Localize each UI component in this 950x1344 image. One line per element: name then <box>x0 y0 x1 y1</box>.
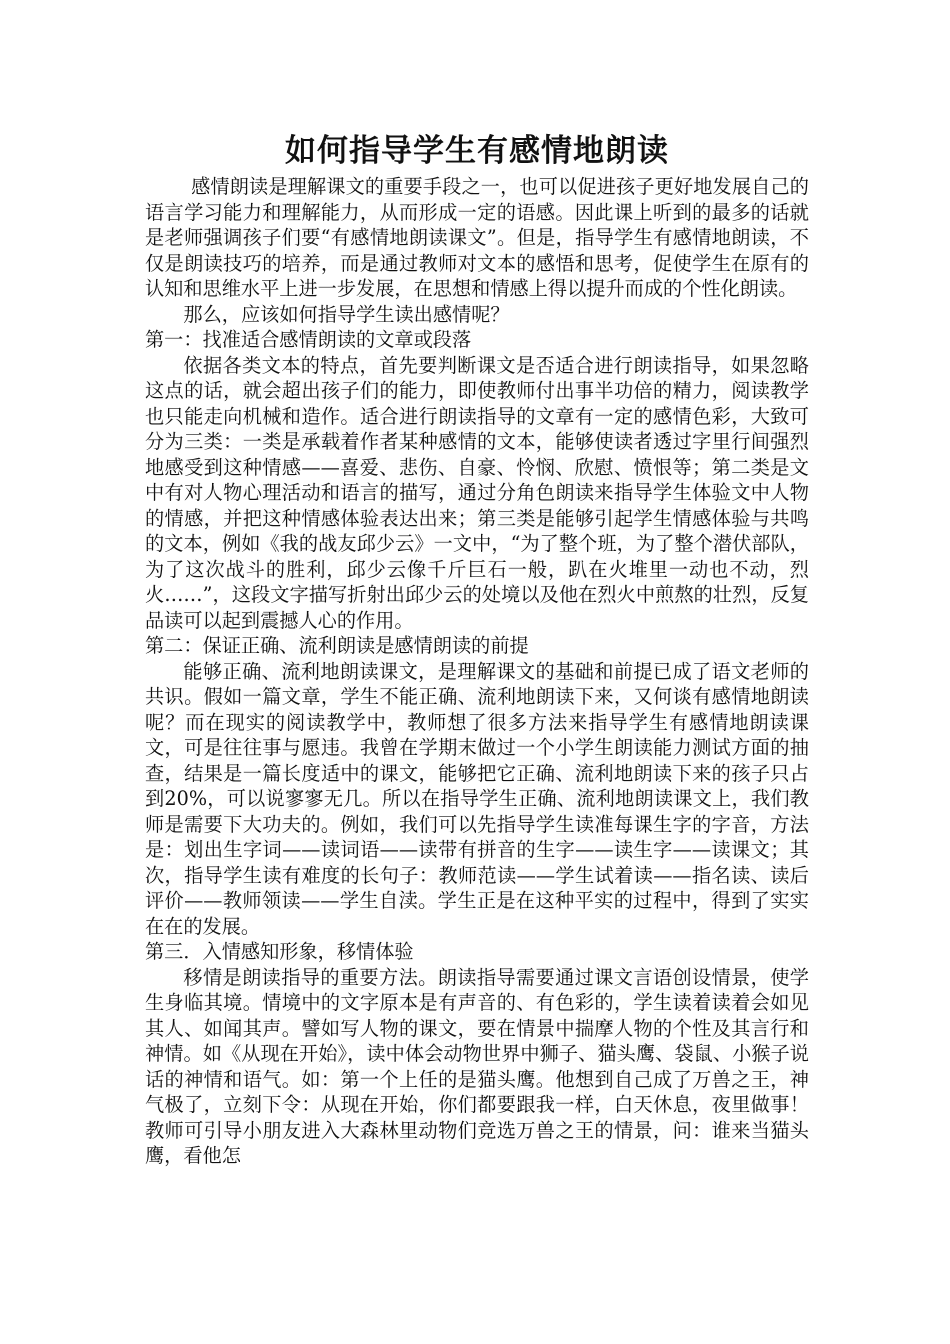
body-paragraph: 感情朗读是理解课文的重要手段之一，也可以促进孩子更好地发展自己的语言学习能力和理解能力，从而形成一定的语感。因此课上听到的最多的话就是老师强调孩子们要“有感情地朗读课文”。但是，指导学生有感情地朗读，不仅是朗读技巧的培养，而是通过教师对文本的感悟和思考，促使学生在原有的认知和思维水平上进一步发展，在思想和情感上得以提升而成的个性化朗读。 <box>145 175 809 300</box>
body-paragraph: 能够正确、流利地朗读课文，是理解课文的基础和前提已成了语文老师的共识。假如一篇文章，学生不能正确、流利地朗读下来，又何谈有感情地朗读呢？而在现实的阅读教学中，教师想了很多方法来指导学生有感情地朗读课文，可是往往事与愿违。我曾在学期末做过一个小学生朗读能力测试方面的抽查，结果是一篇长度适中的课文，能够把它正确、流利地朗读下来的孩子只占到20%，可以说寥寥无几。所以在指导学生正确、流利地朗读课文上，我们教师是需要下大功夫的。例如，我们可以先指导学生读准每课生字的字音，方法是：划出生字词——读词语——读带有拼音的生字——读生字——读课文；其次，指导学生读有难度的长句子：教师范读——学生试着读——指名读、读后评价——教师领读——学生自渎。学生正是在这种平实的过程中，得到了实实在在的发展。 <box>145 659 809 938</box>
body-paragraph: 移情是朗读指导的重要方法。朗读指导需要通过课文言语创设情景，使学生身临其境。情境中的文字原本是有声音的、有色彩的，学生读着读着会如见其人、如闻其声。譬如写人物的课文，要在情景中揣摩人物的个性及其言行和神情。如《从现在开始》，读中体会动物世界中狮子、猫头鹰、袋鼠、小猴子说话的神情和语气。如：第一个上任的是猫头鹰。他想到自己成了万兽之王，神气极了，立刻下令：从现在开始，你们都要跟我一样，白天休息，夜里做事！教师可引导小朋友进入大森林里动物们竞选万兽之王的情景，问：谁来当猫头鹰，看他怎 <box>145 965 809 1167</box>
body-paragraph: 那么，应该如何指导学生读出感情呢？ <box>183 302 510 326</box>
section-heading: 第二：保证正确、流利朗读是感情朗读的前提 <box>145 634 529 657</box>
document-title: 如何指导学生有感情地朗读 <box>285 133 669 169</box>
body-paragraph: 依据各类文本的特点，首先要判断课文是否适合进行朗读指导，如果忽略这点的话，就会超出孩子们的能力，即使教师付出事半功倍的精力，阅读教学也只能走向机械和造作。适合进行朗读指导的文章有一定的感情色彩，大致可分为三类：一类是承载着作者某种感情的文本，能够使读者透过字里行间强烈地感受到这种情感——喜爱、悲伤、自豪、怜悯、欣慰、愤恨等；第二类是文中有对人物心理活动和语言的描写，通过分角色朗读来指导学生体验文中人物的情感，并把这种情感体验表达出来；第三类是能够引起学生情感体验与共鸣的文本，例如《我的战友邱少云》一文中，“为了整个班，为了整个潜伏部队，为了这次战斗的胜利，邱少云像千斤巨石一般，趴在火堆里一动也不动，烈火……”，这段文字描写折射出邱少云的处境以及他在烈火中煎熬的壮烈，反复品读可以起到震撼人心的作用。 <box>145 353 809 632</box>
document-page <box>145 128 809 1169</box>
section-heading: 第三．入情感知形象，移情体验 <box>145 940 414 963</box>
section-heading: 第一：找准适合感情朗读的文章或段落 <box>145 328 472 351</box>
document-body <box>145 174 809 1169</box>
